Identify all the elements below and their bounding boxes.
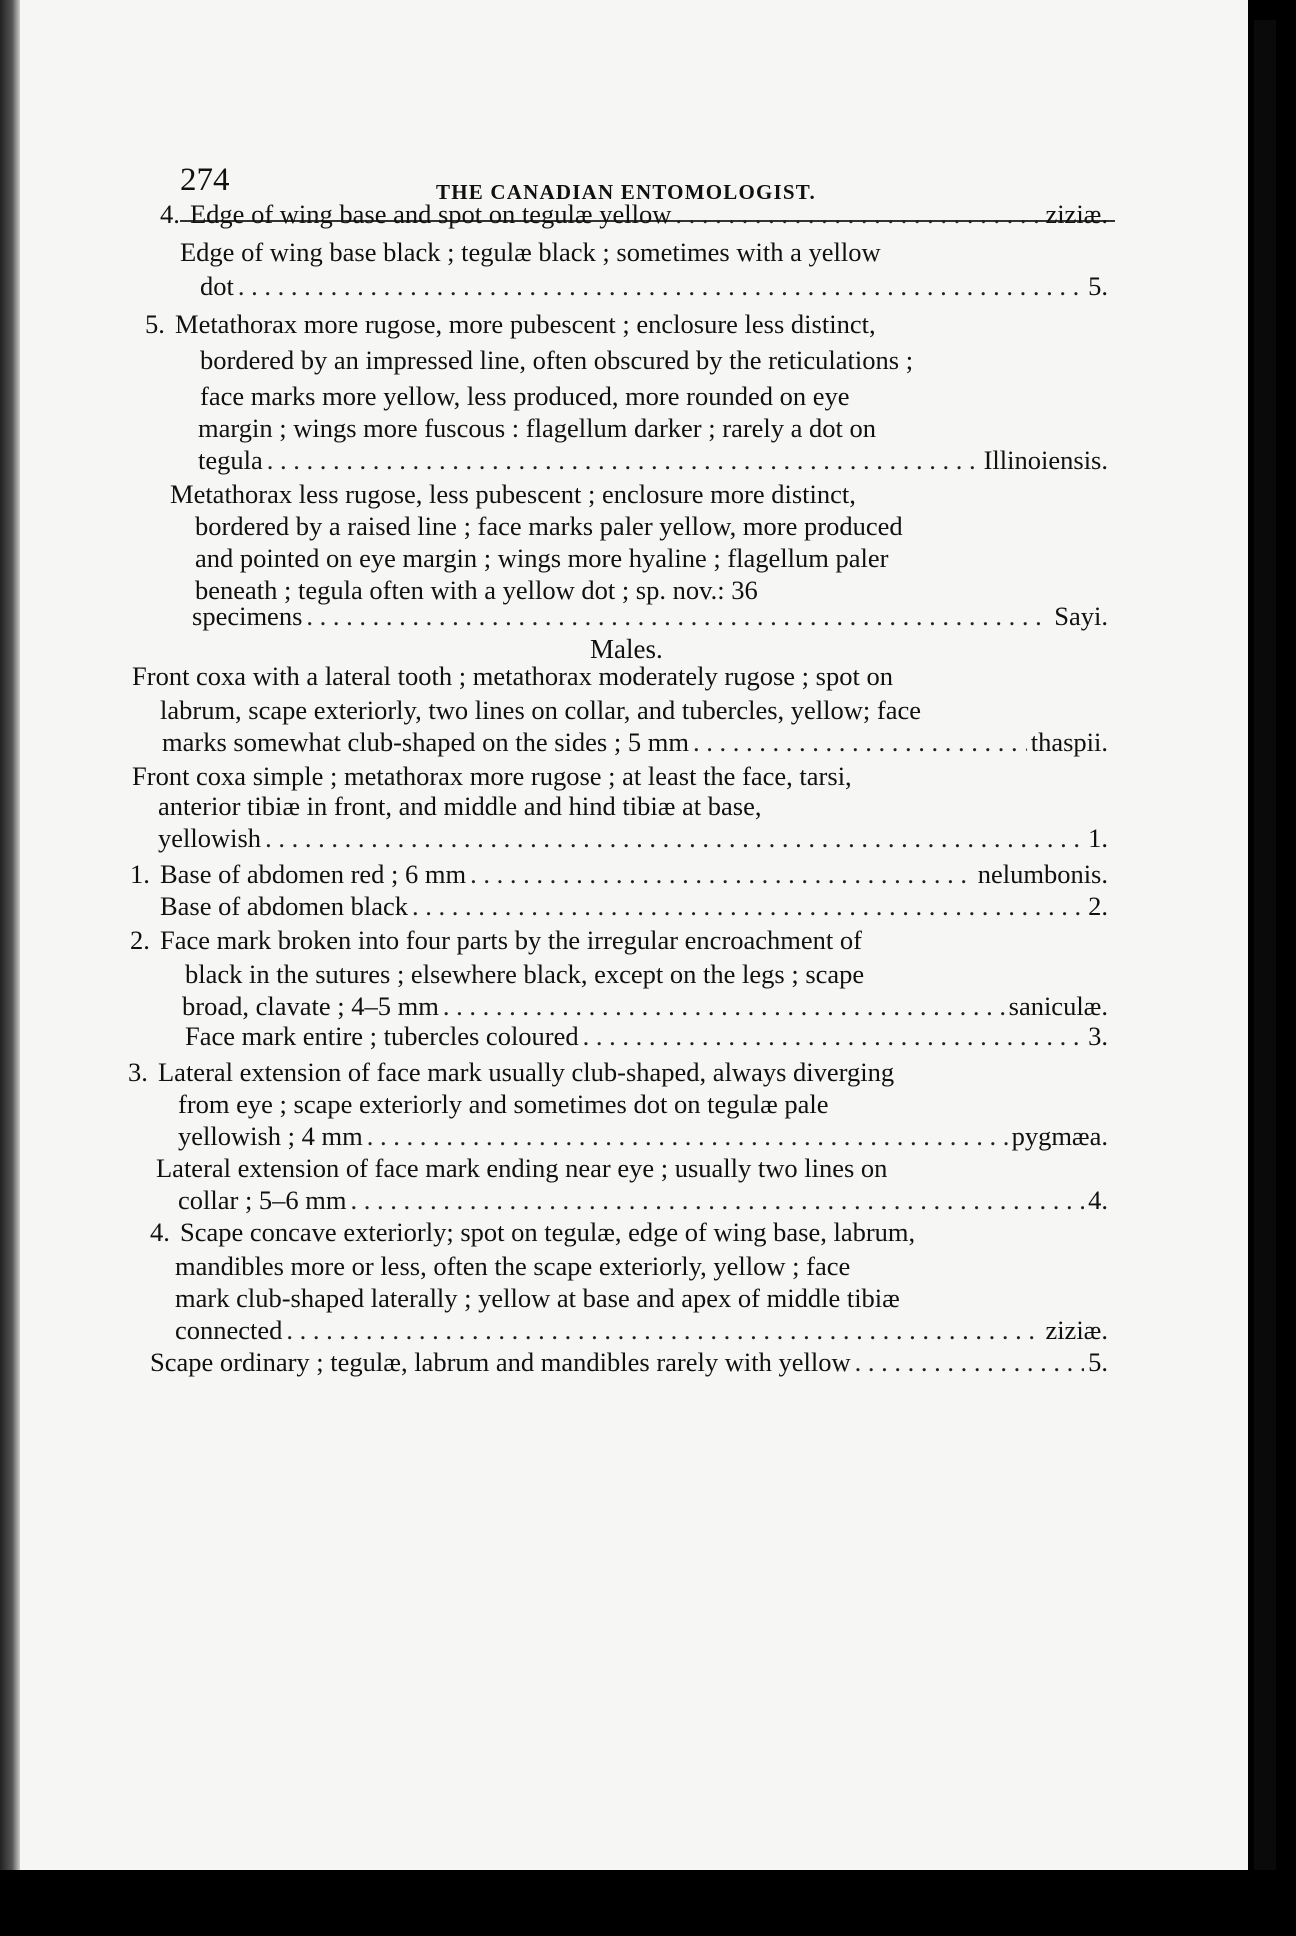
key-line-text: Metathorax more rugose, more pubescent ; enclosure less distinct, [175,309,876,339]
key-line-text: and pointed on eye margin ; wings more hyaline ; flagellum paler [195,543,889,573]
key-line [192,600,1108,632]
key-line [178,1088,829,1120]
leader-dots [443,990,1005,1022]
key-line [160,890,1108,922]
key-line-text: collar ; 5–6 mm [178,1185,347,1215]
key-line [156,1152,887,1184]
leader-dots [470,858,974,890]
couplet-number: 3. [128,1057,148,1087]
key-line-text: yellowish ; 4 mm [178,1121,363,1151]
key-line-result: 5. [1088,1347,1108,1377]
leader-dots [412,890,1084,922]
key-line-result: 3. [1088,1021,1108,1051]
key-line-text: Base of abdomen black [160,891,408,921]
key-line-result: nelumbonis. [977,859,1108,889]
key-line [130,858,1108,890]
key-line-text: dot [200,271,234,301]
couplet-number: 5. [145,309,165,339]
key-line-text: Front coxa with a lateral tooth ; metathorax moderately rugose ; spot on [132,661,893,691]
running-head: THE CANADIAN ENTOMOLOGIST. [436,180,816,204]
key-line-text: Edge of wing base black ; tegulæ black ; sometimes with a yellow [180,237,881,267]
key-line [185,958,864,990]
key-line [200,380,850,412]
key-line-result: ziziæ. [1045,199,1108,229]
key-line [195,510,903,542]
key-line-text: Front coxa simple ; metathorax more rugose ; at least the face, tarsi, [132,761,852,791]
couplet-number: 4. [150,1217,170,1247]
leader-dots [267,444,980,476]
key-line [158,822,1108,854]
key-line-text: Base of abdomen red ; 6 mm [160,859,467,889]
key-line [200,270,1108,302]
key-line-text: marks somewhat club-shaped on the sides ; 5 mm [162,727,689,757]
key-line-text: Scape concave exteriorly; spot on tegulæ, edge of wing base, labrum, [180,1217,916,1247]
key-line [175,1282,900,1314]
document-page [20,0,1248,1870]
key-line-text: connected [175,1315,283,1345]
key-line-text: bordered by an impressed line, often obscured by the reticulations ; [200,345,914,375]
key-line [160,694,921,726]
leader-dots [583,1020,1084,1052]
key-line-text: Edge of wing base and spot on tegulæ yellow [190,199,672,229]
key-line [132,660,893,692]
key-line [175,1250,850,1282]
leader-dots [367,1120,1008,1152]
key-line-text: margin ; wings more fuscous : flagellum darker ; rarely a dot on [198,413,877,443]
key-line-text: mandibles more or less, often the scape exteriorly, yellow ; face [175,1251,851,1281]
key-line-result: 5. [1088,271,1108,301]
key-line-text: beneath ; tegula often with a yellow dot ; sp. nov.: 36 [195,575,758,605]
key-line-text: Face mark broken into four parts by the irregular encroachment of [160,925,862,955]
key-line-text: yellowish [158,823,262,853]
key-line-text: face marks more yellow, less produced, more rounded on eye [200,381,850,411]
key-line-text: black in the sutures ; elsewhere black, except on the legs ; scape [185,959,865,989]
key-line [130,924,862,956]
leader-dots [351,1184,1085,1216]
key-line-text: bordered by a raised line ; face marks paler yellow, more produced [195,511,903,541]
key-line-result: Sayi. [1054,601,1108,631]
key-line-text: Scape ordinary ; tegulæ, labrum and mandibles rarely with yellow [150,1347,851,1377]
scan-right-border [1254,20,1276,1870]
key-line-result: ziziæ. [1045,1315,1108,1345]
key-line-text: from eye ; scape exteriorly and sometimes dot on tegulæ pale [178,1089,829,1119]
key-line [178,1184,1108,1216]
key-line-text: anterior tibiæ in front, and middle and hind tibiæ at base, [158,791,762,821]
key-line-result: thaspii. [1030,727,1108,757]
key-line [198,412,876,444]
key-line [150,1216,915,1248]
couplet-number: 4. [160,199,180,229]
key-line [128,1056,894,1088]
key-line [180,236,881,268]
key-line [160,198,1108,230]
key-line [182,990,1108,1022]
key-line-text: broad, clavate ; 4–5 mm [182,991,439,1021]
key-line [132,760,852,792]
key-line-text: Face mark entire ; tubercles coloured [185,1021,579,1051]
leader-dots [675,198,1041,230]
key-line-text: Lateral extension of face mark usually club-shaped, always diverging [158,1057,895,1087]
key-line-text: mark club-shaped laterally ; yellow at base and apex of middle tibiæ [175,1283,900,1313]
section-heading-males: Males. [590,634,663,664]
page-number: 274 [180,162,230,198]
key-line-text: Lateral extension of face mark ending near eye ; usually two lines on [156,1153,888,1183]
couplet-number: 1. [130,859,150,889]
leader-dots [693,726,1027,758]
key-line-text: specimens [192,601,303,631]
key-line [175,1314,1108,1346]
key-line-result: 2. [1088,891,1108,921]
key-line [158,790,762,822]
leader-dots [306,600,1050,632]
scan-bottom-border [0,1870,1296,1936]
key-line [178,1120,1108,1152]
leader-dots [265,822,1084,854]
key-line-text: labrum, scape exteriorly, two lines on collar, and tubercles, yellow; face [160,695,922,725]
key-line-result: 1. [1088,823,1108,853]
key-line [150,1346,1108,1378]
key-line-result: 4. [1088,1185,1108,1215]
key-line [170,478,856,510]
key-line [198,444,1108,476]
key-line-text: Metathorax less rugose, less pubescent ; enclosure more distinct, [170,479,856,509]
key-line [185,1020,1108,1052]
key-line [162,726,1108,758]
key-line [145,308,876,340]
leader-dots [238,270,1084,302]
key-line-result: Illinoiensis. [983,445,1108,475]
key-line-result: pygmæa. [1011,1121,1108,1151]
key-line [200,344,913,376]
key-line-text: tegula [198,445,263,475]
couplet-number: 2. [130,925,150,955]
leader-dots [855,1346,1085,1378]
scan-left-edge [0,0,20,1936]
key-line-result: saniculæ. [1008,991,1108,1021]
key-line [195,542,888,574]
leader-dots [286,1314,1041,1346]
